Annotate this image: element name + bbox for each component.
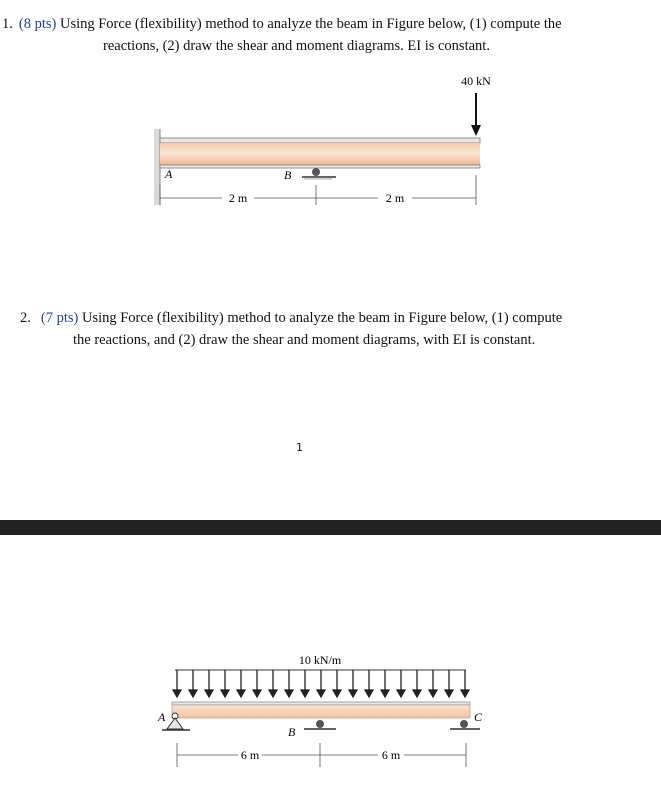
support-c-label: C — [474, 710, 483, 724]
problem-1-line-2: reactions, (2) draw the shear and moment diagrams. EI is constant. — [103, 38, 490, 54]
problem-2-points: (7 pts) — [40, 310, 79, 326]
point-load-label: 40 kN — [461, 74, 491, 88]
distributed-load-label: 10 kN/m — [298, 653, 342, 667]
problem-2-line-1 — [20, 308, 657, 328]
span-3-label: 6 m — [240, 748, 260, 762]
roller-support-b — [312, 168, 320, 176]
problem-1-number: 1. — [2, 16, 13, 32]
problem-1-points: (8 pts) — [18, 16, 57, 32]
page-divider — [0, 520, 661, 535]
beam-2-top-flange — [172, 702, 470, 705]
roller-support-b2 — [304, 720, 336, 729]
span-1-label: 2 m — [228, 191, 248, 205]
beam-bottom-flange — [160, 165, 480, 168]
beam-2-web — [172, 705, 470, 718]
problem-1-line-1 — [2, 14, 657, 34]
problem-2-number: 2. — [20, 310, 31, 326]
page-number: 1 — [296, 441, 303, 454]
figure-2-beam-diagram — [150, 645, 490, 775]
support-a2-label: A — [158, 710, 166, 724]
support-b-label: B — [284, 168, 292, 182]
span-2-label: 2 m — [385, 191, 405, 205]
support-a-label: A — [165, 167, 173, 181]
beam-top-flange — [160, 138, 480, 143]
support-b2-label: B — [288, 725, 296, 739]
problem-2-line-2: the reactions, and (2) draw the shear and moment diagrams, with EI is constant. — [73, 332, 536, 348]
distributed-load-arrows — [173, 670, 469, 697]
fixed-support-wall — [154, 129, 160, 205]
problem-2-statement: Using Force (flexibility) method to analyze the beam in Figure below, (1) compute — [78, 310, 563, 326]
figure-1-beam-diagram — [140, 65, 510, 215]
problem-1-statement: Using Force (flexibility) method to analyze the beam in Figure below, (1) compute the — [56, 16, 562, 32]
beam-web — [160, 143, 480, 165]
span-4-label: 6 m — [381, 748, 401, 762]
